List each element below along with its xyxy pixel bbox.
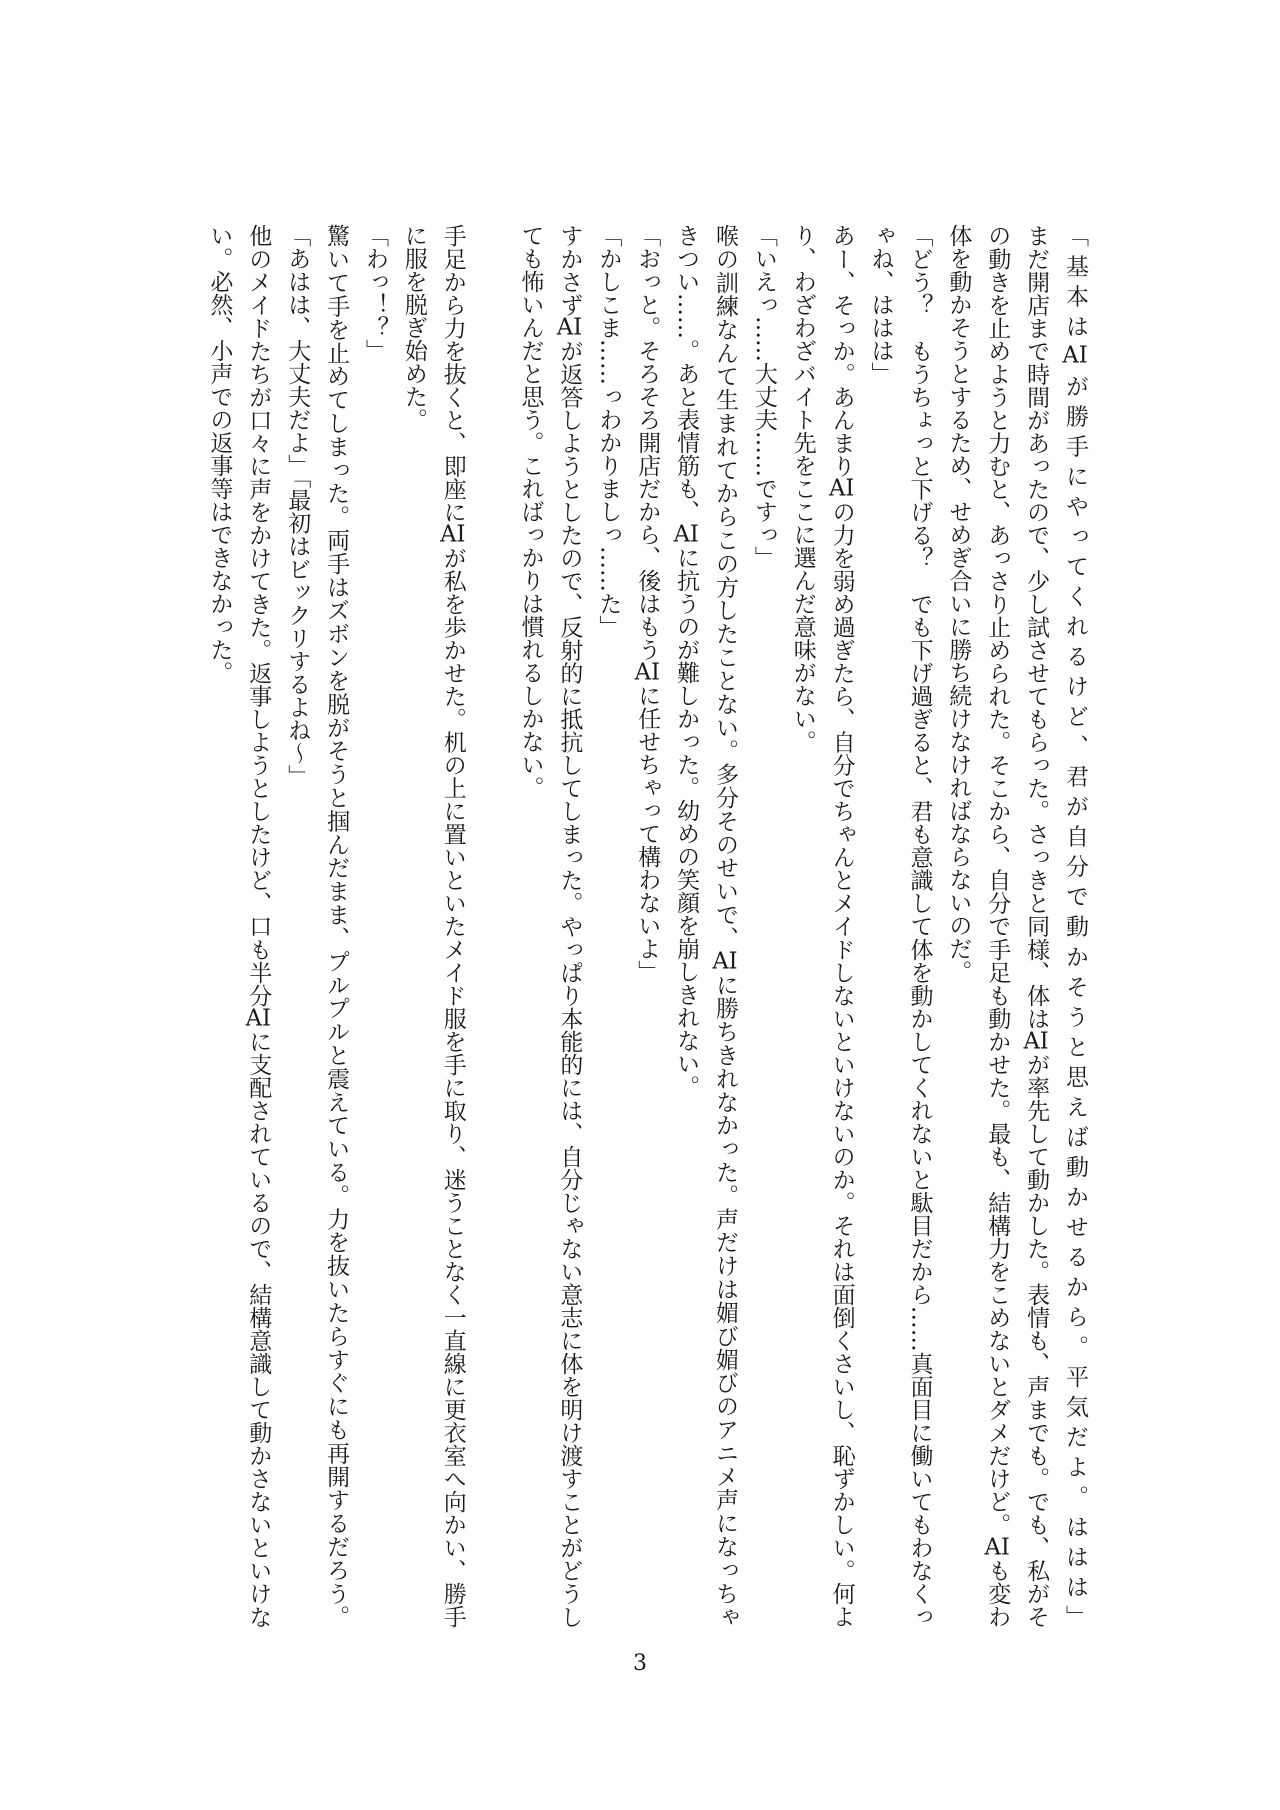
- text-line: きつい……。あと表情筋も、AIに抗うのが難しかった。幼めの笑顔を崩しきれない。: [673, 224, 700, 1098]
- text-line: ゃね、ははは」: [867, 224, 894, 385]
- text-line: 驚いて手を止めてしまった。両手はズボンを脱がそうと掴んだまま、プルプルと震えている。力を抜いたらすぐにも再開するだろう。: [323, 224, 350, 1628]
- text-line: 「あはは、大丈夫だよ」「最初はビックリするよね～」: [284, 224, 311, 788]
- upright-latin: AI: [440, 523, 466, 547]
- text-line: 「かしこま……っわかりましっ……た」: [595, 224, 622, 638]
- text-line: り、わざわざバイト先をここに選んだ意味がない。: [789, 224, 816, 753]
- text-line: 「いえっ……大丈夫……ですっ」: [750, 224, 777, 569]
- upright-latin: AI: [984, 1535, 1010, 1559]
- text-line: 体を動かそうとするため、せめぎ合いに勝ち続けなければならないのだ。: [945, 224, 972, 983]
- text-line: の動きを止めようと力むと、あっさり止められた。そこから、自分で手足も動かせた。最も、結構力をこめないとダメだけど。AIも変わ: [984, 224, 1011, 1628]
- upright-latin: AI: [712, 949, 738, 973]
- text-line: に服を脱ぎ始めた。: [400, 224, 427, 431]
- text-line: 他のメイドたちが口々に声をかけてきた。返事しようとしたけど、口も半分AIに支配されているので、結構意識して動かさないといけな: [245, 224, 272, 1628]
- upright-latin: AI: [673, 523, 699, 546]
- upright-latin: AI: [634, 661, 660, 684]
- text-line: 「おっと。そろそろ開店だから、後はもうAIに任せちゃって構わないよ」: [634, 224, 661, 983]
- text-line: すかさずAIが返答しようとしたので、反射的に抵抗してしまった。やっぱり本能的には、自分じゃない意志に体を明け渡すことがどうし: [556, 224, 583, 1628]
- blank-line: [472, 224, 511, 1628]
- text-line: 「基本はAIが勝手にやってくれるけど、君が自分で動かそうと思えば動かせるから。平気だよ。ははは」: [1062, 224, 1088, 1628]
- page-number: 3: [633, 1651, 647, 1676]
- upright-latin: AI: [1062, 344, 1088, 368]
- text-line: まだ開店まで時間があったので、少し試させてもらった。さっきと同様、体はAIが率先して動かした。表情も、声までも。でも、私がそ: [1023, 224, 1050, 1628]
- upright-latin: AI: [245, 1006, 271, 1030]
- text-line: い。必然、小声での返事等はできなかった。: [206, 224, 233, 684]
- vertical-text-body: [200, 224, 1094, 1628]
- upright-latin: AI: [556, 316, 583, 340]
- text-line: 喉の訓練なんて生まれてからこの方したことない。多分そのせいで、AIに勝ちきれなかった。声だけは媚び媚びのアニメ声になっちゃ: [711, 224, 738, 1628]
- upright-latin: AI: [829, 477, 855, 501]
- text-line: ても怖いんだと思う。こればっかりは慣れるしかない。: [517, 224, 544, 799]
- text-line: 「どう？ もうちょっと下げる？ でも下げ過ぎると、君も意識して体を動かしてくれないと駄目だから……真面目に働いてもわなくっ: [906, 224, 933, 1628]
- text-line: あー、そっか。あんまりAIの力を弱め過ぎたら、自分でちゃんとメイドしないといけないのか。それは面倒くさいし、恥ずかしい。何よ: [828, 224, 855, 1628]
- text-line: 「わっ！？」: [361, 224, 388, 362]
- text-line: 手足から力を抜くと、即座にAIが私を歩かせた。机の上に置いといたメイド服を手に取り、迷うことなく一直線に更衣室へ向かい、勝手: [439, 224, 466, 1628]
- upright-latin: AI: [1023, 1029, 1049, 1053]
